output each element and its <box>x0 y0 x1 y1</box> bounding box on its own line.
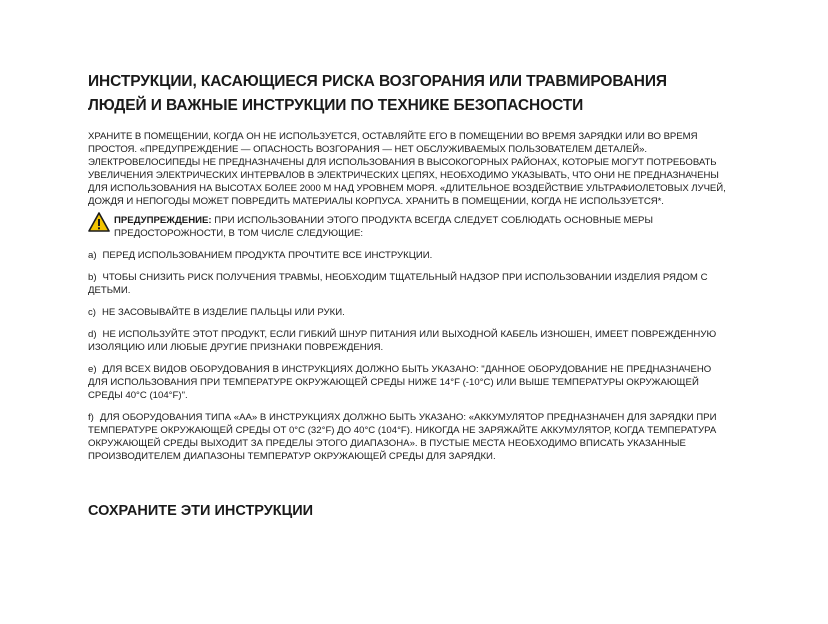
list-item-text: ЧТОБЫ СНИЗИТЬ РИСК ПОЛУЧЕНИЯ ТРАВМЫ, НЕОБХОДИМ ТЩАТЕЛЬНЫЙ НАДЗОР ПРИ ИСПОЛЬЗОВАНИИ ИЗДЕЛИЯ РЯДОМ С ДЕТЬМИ. <box>88 272 708 296</box>
list-item-f <box>88 411 728 463</box>
intro-paragraph: ХРАНИТЕ В ПОМЕЩЕНИИ, КОГДА ОН НЕ ИСПОЛЬЗУЕТСЯ, ОСТАВЛЯЙТЕ ЕГО В ПОМЕЩЕНИИ ВО ВРЕМЯ ЗАРЯДКИ ИЛИ ВО ВРЕМЯ ПРОСТОЯ. «ПРЕДУПРЕЖДЕНИЕ — ОПАСНОСТЬ ВОЗГОРАНИЯ — НЕТ ОБСЛУЖИВАЕМЫХ ПОЛЬЗОВАТЕЛЕМ ДЕТАЛЕЙ». ЭЛЕКТРОВЕЛОСИПЕДЫ НЕ ПРЕДНАЗНАЧЕНЫ ДЛЯ ИСПОЛЬЗОВАНИЯ В ВЫСОКОГОРНЫХ РАЙОНАХ, КОТОРЫЕ МОГУТ ПОТРЕБОВАТЬ УВЕЛИЧЕНИЯ ЭЛЕКТРИЧЕСКИХ ИНТЕРВАЛОВ В ЭЛЕКТРИЧЕСКИХ ЦЕПЯХ, НЕОБХОДИМО УКАЗЫВАТЬ, ЧТО ОНИ НЕ ПРЕДНАЗНАЧЕНЫ ДЛЯ ИСПОЛЬЗОВАНИЯ НА ВЫСОТАХ БОЛЕЕ 2000 М НАД УРОВНЕМ МОРЯ. «ДЛИТЕЛЬНОЕ ВОЗДЕЙСТВИЕ УЛЬТРАФИОЛЕТОВЫХ ЛУЧЕЙ, ДОЖДЯ И НЕПОГОДЫ МОЖЕТ ПОВРЕДИТЬ МАТЕРИАЛЫ КОРПУСА. ХРАНИТЬ В ПОМЕЩЕНИИ, КОГДА НЕ ИСПОЛЬЗУЕТСЯ*. <box>88 131 726 207</box>
list-marker: e) <box>88 364 97 375</box>
warning-block <box>88 214 728 240</box>
list-item-b <box>88 271 728 297</box>
list-item-text: ДЛЯ ВСЕХ ВИДОВ ОБОРУДОВАНИЯ В ИНСТРУКЦИЯХ ДОЛЖНО БЫТЬ УКАЗАНО: "ДАННОЕ ОБОРУДОВАНИЕ НЕ ПРЕДНАЗНАЧЕНО ДЛЯ ИСПОЛЬЗОВАНИЯ ПРИ ТЕМПЕРАТУРЕ ОКРУЖАЮЩЕЙ СРЕДЫ НИЖЕ 14°F (-10°C) ИЛИ ВЫШЕ ТЕМПЕРАТУРЫ ОКРУЖАЮЩЕЙ СРЕДЫ 40°C (104°F)". <box>88 364 712 401</box>
save-instructions-heading: СОХРАНИТЕ ЭТИ ИНСТРУКЦИИ <box>88 503 314 519</box>
list-item-text: НЕ ИСПОЛЬЗУЙТЕ ЭТОТ ПРОДУКТ, ЕСЛИ ГИБКИЙ ШНУР ПИТАНИЯ ИЛИ ВЫХОДНОЙ КАБЕЛЬ ИЗНОШЕН, ИМЕЕТ ПОВРЕЖДЕННУЮ ИЗОЛЯЦИЮ ИЛИ ЛЮБЫЕ ДРУГИЕ ПРИЗНАКИ ПОВРЕЖДЕНИЯ. <box>88 329 717 353</box>
list-marker: b) <box>88 272 97 283</box>
list-item-text: НЕ ЗАСОВЫВАЙТЕ В ИЗДЕЛИЕ ПАЛЬЦЫ ИЛИ РУКИ. <box>102 307 345 318</box>
list-item-text: ПЕРЕД ИСПОЛЬЗОВАНИЕМ ПРОДУКТА ПРОЧТИТЕ ВСЕ ИНСТРУКЦИИ. <box>102 250 433 261</box>
list-marker: d) <box>88 329 97 340</box>
document-body <box>88 70 728 463</box>
list-item-text: ДЛЯ ОБОРУДОВАНИЯ ТИПА «АА» В ИНСТРУКЦИЯХ ДОЛЖНО БЫТЬ УКАЗАНО: «АККУМУЛЯТОР ПРЕДНАЗНАЧЕН ДЛЯ ЗАРЯДКИ ПРИ ТЕМПЕРАТУРЕ ОКРУЖАЮЩЕЙ СРЕДЫ ОТ 0°C (32°F) ДО 40°C (104°F). НИКОГДА НЕ ЗАРЯЖАЙТЕ АККУМУЛЯТОР, КОГДА ТЕМПЕРАТУРА ОКРУЖАЮЩЕЙ СРЕДЫ ВЫХОДИТ ЗА ПРЕДЕЛЫ ЭТОГО ДИАПАЗОНА». В ПУСТЫЕ МЕСТА НЕОБХОДИМО ВПИСАТЬ УКАЗАННЫЕ ПРОИЗВОДИТЕЛЕМ ДИАПАЗОНЫ ТЕМПЕРАТУР ОКРУЖАЮЩЕЙ СРЕДЫ ДЛЯ ЗАРЯДКИ. <box>88 412 717 462</box>
warning-triangle-icon <box>88 212 110 232</box>
list-item-c <box>88 306 728 319</box>
list-marker: c) <box>88 307 96 318</box>
list-item-e <box>88 363 728 402</box>
instruction-list <box>88 249 728 463</box>
list-item-d <box>88 328 728 354</box>
list-marker: a) <box>88 250 97 261</box>
page-title: ИНСТРУКЦИИ, КАСАЮЩИЕСЯ РИСКА ВОЗГОРАНИЯ ИЛИ ТРАВМИРОВАНИЯ ЛЮДЕЙ И ВАЖНЫЕ ИНСТРУКЦИИ ПО ТЕХНИКЕ БЕЗОПАСНОСТИ <box>88 73 667 114</box>
warning-label: ПРЕДУПРЕЖДЕНИЕ: <box>114 215 212 226</box>
list-marker: f) <box>88 412 94 423</box>
warning-text <box>114 214 728 240</box>
warning-body: ПРИ ИСПОЛЬЗОВАНИИ ЭТОГО ПРОДУКТА ВСЕГДА СЛЕДУЕТ СОБЛЮДАТЬ ОСНОВНЫЕ МЕРЫ ПРЕДОСТОРОЖНОСТИ, В ТОМ ЧИСЛЕ СЛЕДУЮЩИЕ: <box>114 215 653 239</box>
list-item-a <box>88 249 728 262</box>
